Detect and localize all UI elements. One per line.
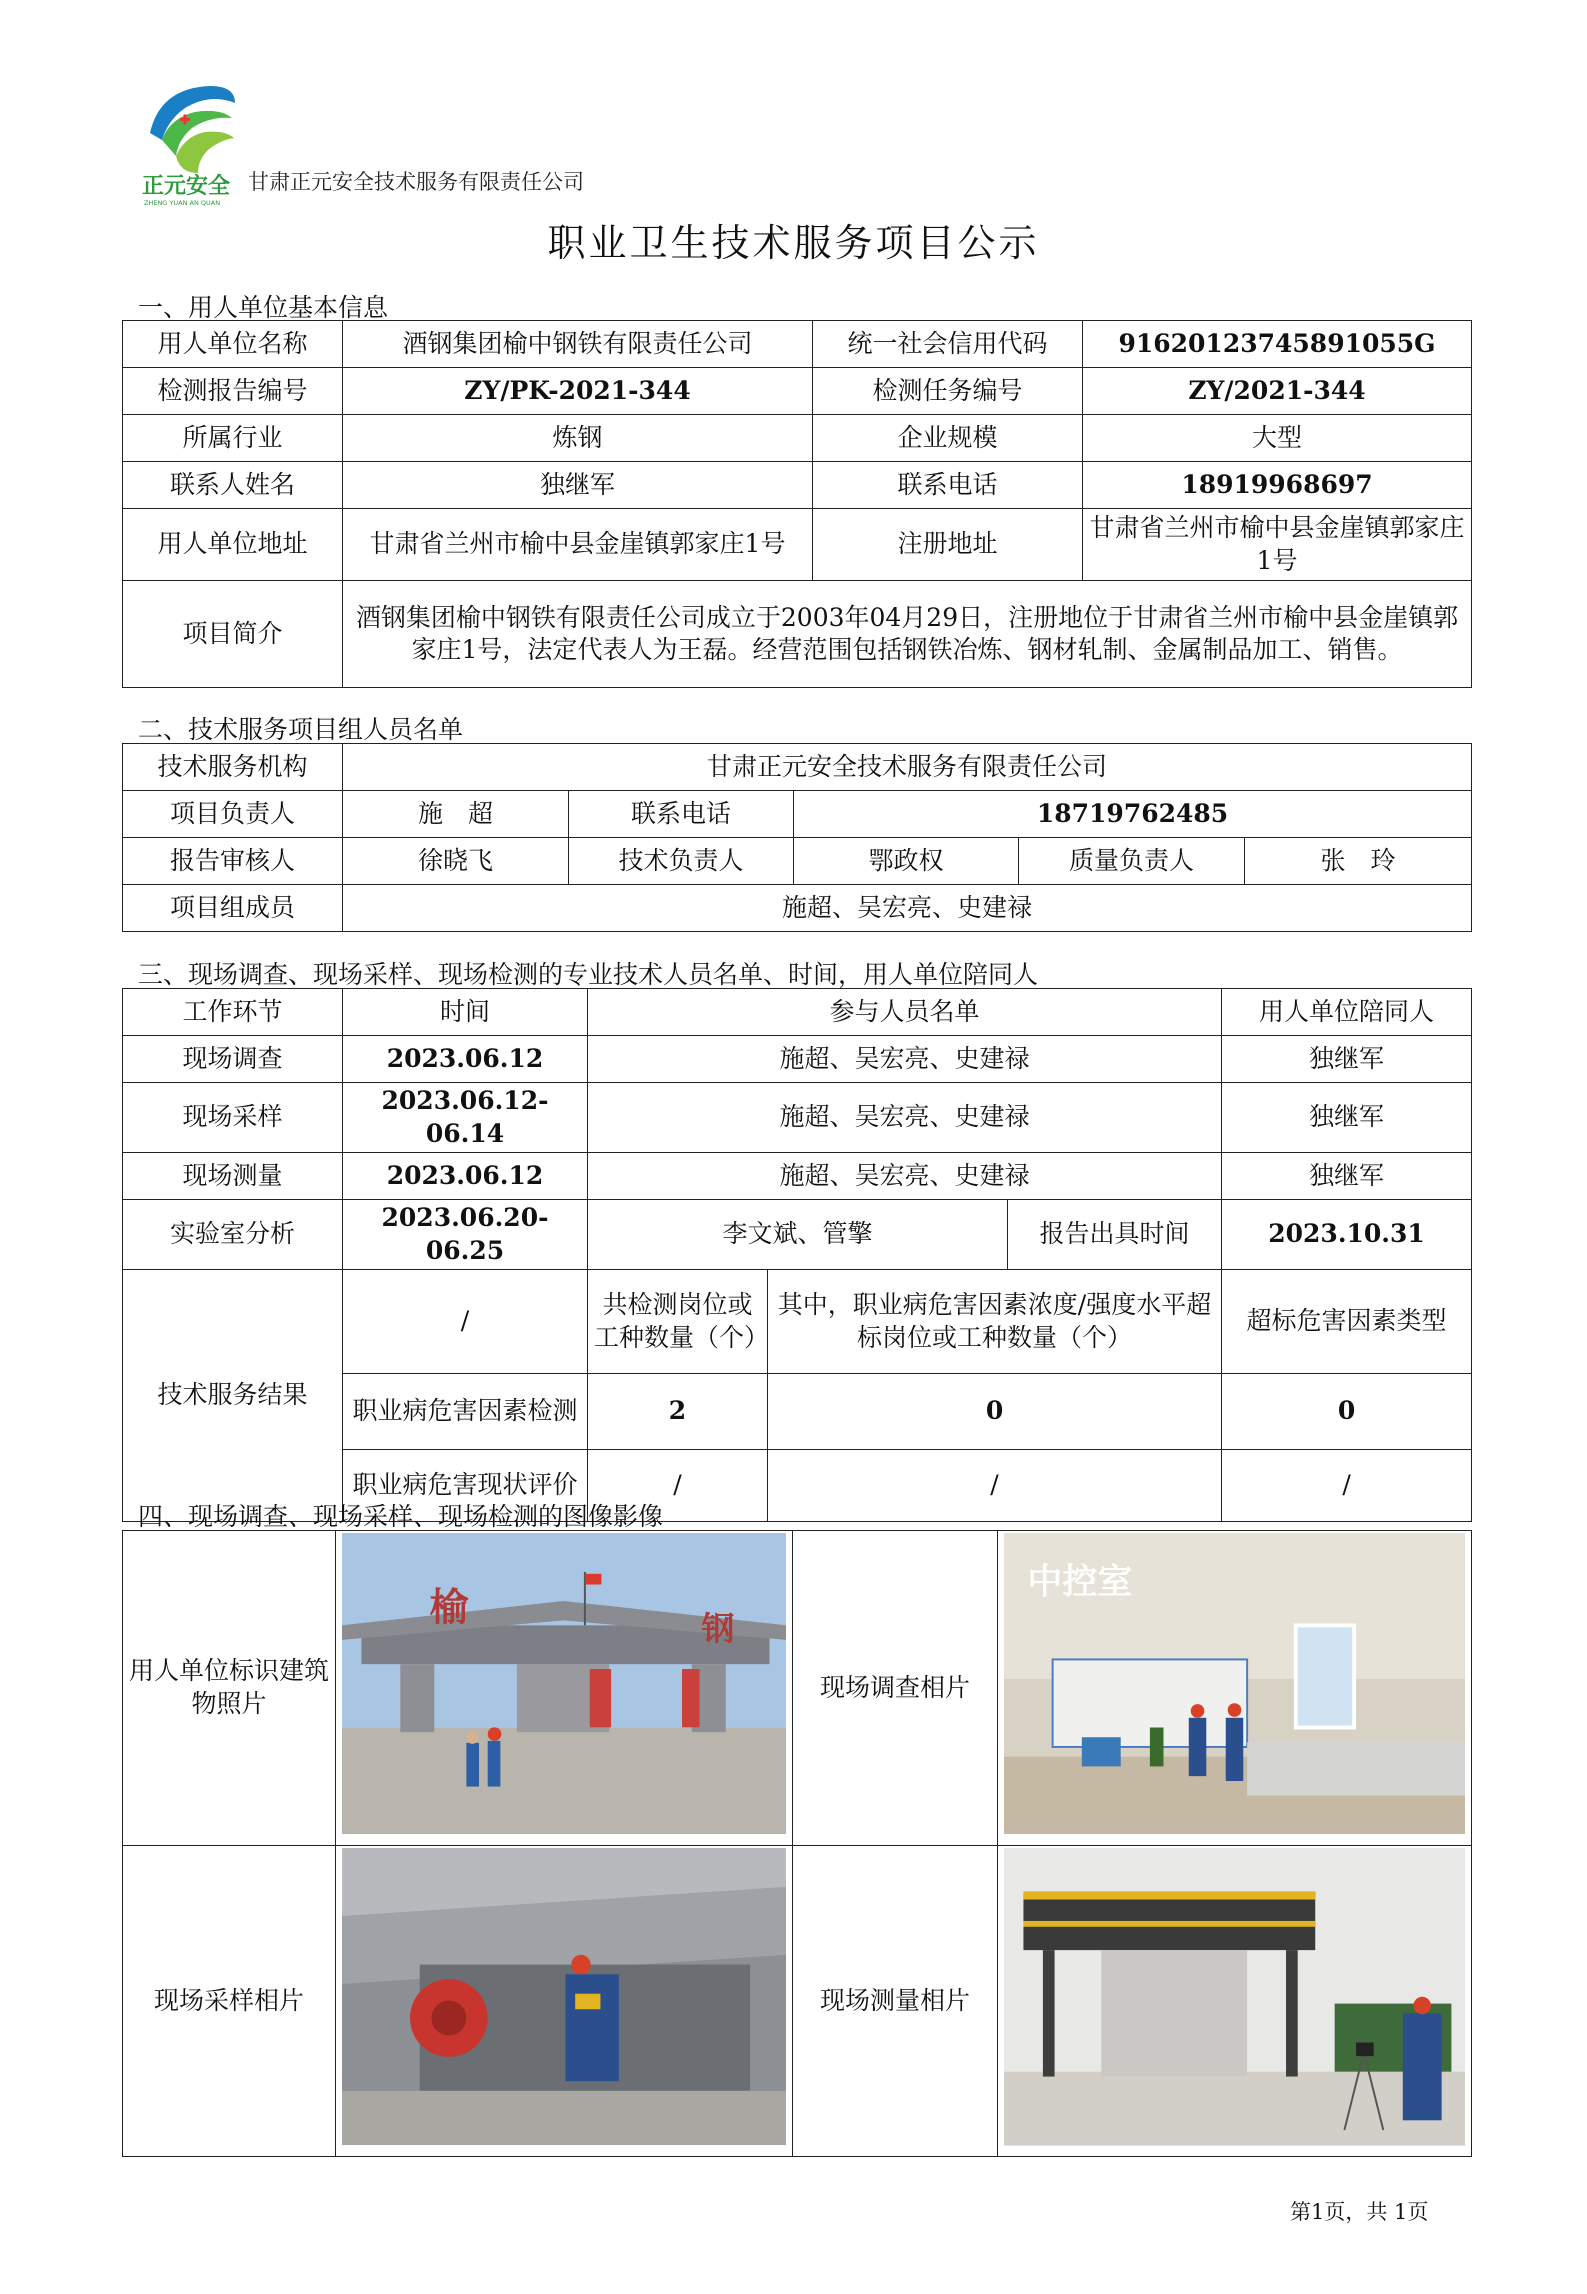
result-evaluation-count: / <box>588 1450 768 1522</box>
photo-table <box>122 1530 1472 2157</box>
label-address: 用人单位地址 <box>123 509 343 581</box>
sampling-photo-image <box>342 1848 786 2145</box>
personnel-table <box>122 988 1472 1522</box>
page-number: 第1页，共 1页 <box>1290 2200 1429 2224</box>
header-count: 共检测岗位或工种数量（个） <box>588 1270 768 1374</box>
label-unit-name: 用人单位名称 <box>123 321 343 368</box>
gate-sign-text: 榆 <box>429 1585 469 1631</box>
value-scale: 大型 <box>1083 415 1472 462</box>
header-stage: 工作环节 <box>123 989 343 1036</box>
label-measure-photo: 现场测量相片 <box>793 1845 998 2156</box>
issue-date-value: 2023.10.31 <box>1222 1200 1472 1270</box>
value-credit-code: 91620123745891055G <box>1083 321 1472 368</box>
escort-cell: 独继军 <box>1222 1153 1472 1200</box>
value-unit-name: 酒钢集团榆中钢铁有限责任公司 <box>343 321 813 368</box>
table-row <box>123 1036 1472 1083</box>
stage-cell: 现场调查 <box>123 1036 343 1083</box>
section2-heading: 二、技术服务项目组人员名单 <box>138 715 464 744</box>
stage-cell: 现场采样 <box>123 1083 343 1153</box>
header-time: 时间 <box>343 989 588 1036</box>
logo-text: 正元安全 <box>142 174 231 199</box>
result-evaluation-over: / <box>768 1450 1222 1522</box>
measure-photo-image <box>1004 1848 1465 2146</box>
result-detection-label: 职业病危害因素检测 <box>343 1374 588 1450</box>
page-title: 职业卫生技术服务项目公示 <box>547 221 1040 265</box>
value-quality-lead: 张 玲 <box>1245 838 1472 885</box>
company-name: 甘肃正元安全技术服务有限责任公司 <box>248 170 584 194</box>
section3-heading: 三、现场调查、现场采样、现场检测的专业技术人员名单、时间，用人单位陪同人 <box>138 960 1039 989</box>
header <box>140 78 840 218</box>
people-cell: 李文斌、管擎 <box>588 1200 1008 1270</box>
value-industry: 炼钢 <box>343 415 813 462</box>
label-survey-photo: 现场调查相片 <box>793 1531 998 1846</box>
section4-heading: 四、现场调查、现场采样、现场检测的图像影像 <box>138 1502 664 1531</box>
result-evaluation-type: / <box>1222 1450 1472 1522</box>
label-summary: 项目简介 <box>123 581 343 688</box>
issue-date-label: 报告出具时间 <box>1008 1200 1222 1270</box>
value-leader-phone: 18719762485 <box>794 791 1472 838</box>
label-reg-address: 注册地址 <box>813 509 1083 581</box>
label-task-no: 检测任务编号 <box>813 368 1083 415</box>
header-escort: 用人单位陪同人 <box>1222 989 1472 1036</box>
section1-heading: 一、用人单位基本信息 <box>138 293 389 322</box>
value-tech-lead: 鄂政权 <box>794 838 1019 885</box>
label-industry: 所属行业 <box>123 415 343 462</box>
table-row <box>123 1200 1472 1270</box>
label-leader: 项目负责人 <box>123 791 343 838</box>
value-phone: 18919968697 <box>1083 462 1472 509</box>
building-photo-image <box>342 1533 786 1834</box>
basic-info-table <box>122 320 1472 688</box>
label-quality-lead: 质量负责人 <box>1019 838 1245 885</box>
time-cell: 2023.06.12 <box>343 1153 588 1200</box>
control-room-label: 中控室 <box>1027 1562 1133 1603</box>
sampling-photo <box>336 1845 793 2156</box>
label-reviewer: 报告审核人 <box>123 838 343 885</box>
label-leader-phone: 联系电话 <box>569 791 794 838</box>
value-reviewer: 徐晓飞 <box>343 838 569 885</box>
value-org: 甘肃正元安全技术服务有限责任公司 <box>343 744 1472 791</box>
label-contact: 联系人姓名 <box>123 462 343 509</box>
label-org: 技术服务机构 <box>123 744 343 791</box>
measure-photo <box>998 1845 1472 2156</box>
survey-photo-image <box>1004 1533 1465 1834</box>
value-summary: 酒钢集团榆中钢铁有限责任公司成立于2003年04月29日，注册地位于甘肃省兰州市榆中县金崖镇郭家庄1号，法定代表人为王磊。经营范围包括钢铁冶炼、钢材轧制、金属制品加工、销售。 <box>343 581 1472 688</box>
label-tech-lead: 技术负责人 <box>569 838 794 885</box>
results-slash: / <box>343 1270 588 1374</box>
results-label: 技术服务结果 <box>123 1270 343 1522</box>
result-detection-type: 0 <box>1222 1374 1472 1450</box>
header-people: 参与人员名单 <box>588 989 1222 1036</box>
people-cell: 施超、吴宏亮、史建禄 <box>588 1153 1222 1200</box>
time-cell: 2023.06.12 <box>343 1036 588 1083</box>
people-cell: 施超、吴宏亮、史建禄 <box>588 1083 1222 1153</box>
survey-photo <box>998 1531 1472 1846</box>
label-members: 项目组成员 <box>123 885 343 932</box>
escort-cell: 独继军 <box>1222 1083 1472 1153</box>
label-phone: 联系电话 <box>813 462 1083 509</box>
value-members: 施超、吴宏亮、史建禄 <box>343 885 1472 932</box>
table-row <box>123 1083 1472 1153</box>
value-task-no: ZY/2021-344 <box>1083 368 1472 415</box>
value-reg-address: 甘肃省兰州市榆中县金崖镇郭家庄1号 <box>1083 509 1472 581</box>
label-report-no: 检测报告编号 <box>123 368 343 415</box>
header-over: 其中，职业病危害因素浓度/强度水平超标岗位或工种数量（个） <box>768 1270 1222 1374</box>
time-cell: 2023.06.12-06.14 <box>343 1083 588 1153</box>
time-cell: 2023.06.20-06.25 <box>343 1200 588 1270</box>
logo-subtext: ZHENG YUAN AN QUAN <box>144 199 221 207</box>
header-type: 超标危害因素类型 <box>1222 1270 1472 1374</box>
value-contact: 独继军 <box>343 462 813 509</box>
escort-cell: 独继军 <box>1222 1036 1472 1083</box>
stage-cell: 现场测量 <box>123 1153 343 1200</box>
people-cell: 施超、吴宏亮、史建禄 <box>588 1036 1222 1083</box>
result-evaluation-label: 职业病危害现状评价 <box>343 1450 588 1522</box>
label-credit-code: 统一社会信用代码 <box>813 321 1083 368</box>
result-detection-over: 0 <box>768 1374 1222 1450</box>
value-leader: 施 超 <box>343 791 569 838</box>
team-table <box>122 743 1472 932</box>
gate-sign-text-2: 钢 <box>701 1609 735 1649</box>
value-report-no: ZY/PK-2021-344 <box>343 368 813 415</box>
label-scale: 企业规模 <box>813 415 1083 462</box>
label-building-photo: 用人单位标识建筑物照片 <box>123 1531 336 1846</box>
value-address: 甘肃省兰州市榆中县金崖镇郭家庄1号 <box>343 509 813 581</box>
table-row <box>123 1153 1472 1200</box>
result-detection-count: 2 <box>588 1374 768 1450</box>
label-sampling-photo: 现场采样相片 <box>123 1845 336 2156</box>
company-logo <box>140 78 240 208</box>
stage-cell: 实验室分析 <box>123 1200 343 1270</box>
building-photo <box>336 1531 793 1846</box>
